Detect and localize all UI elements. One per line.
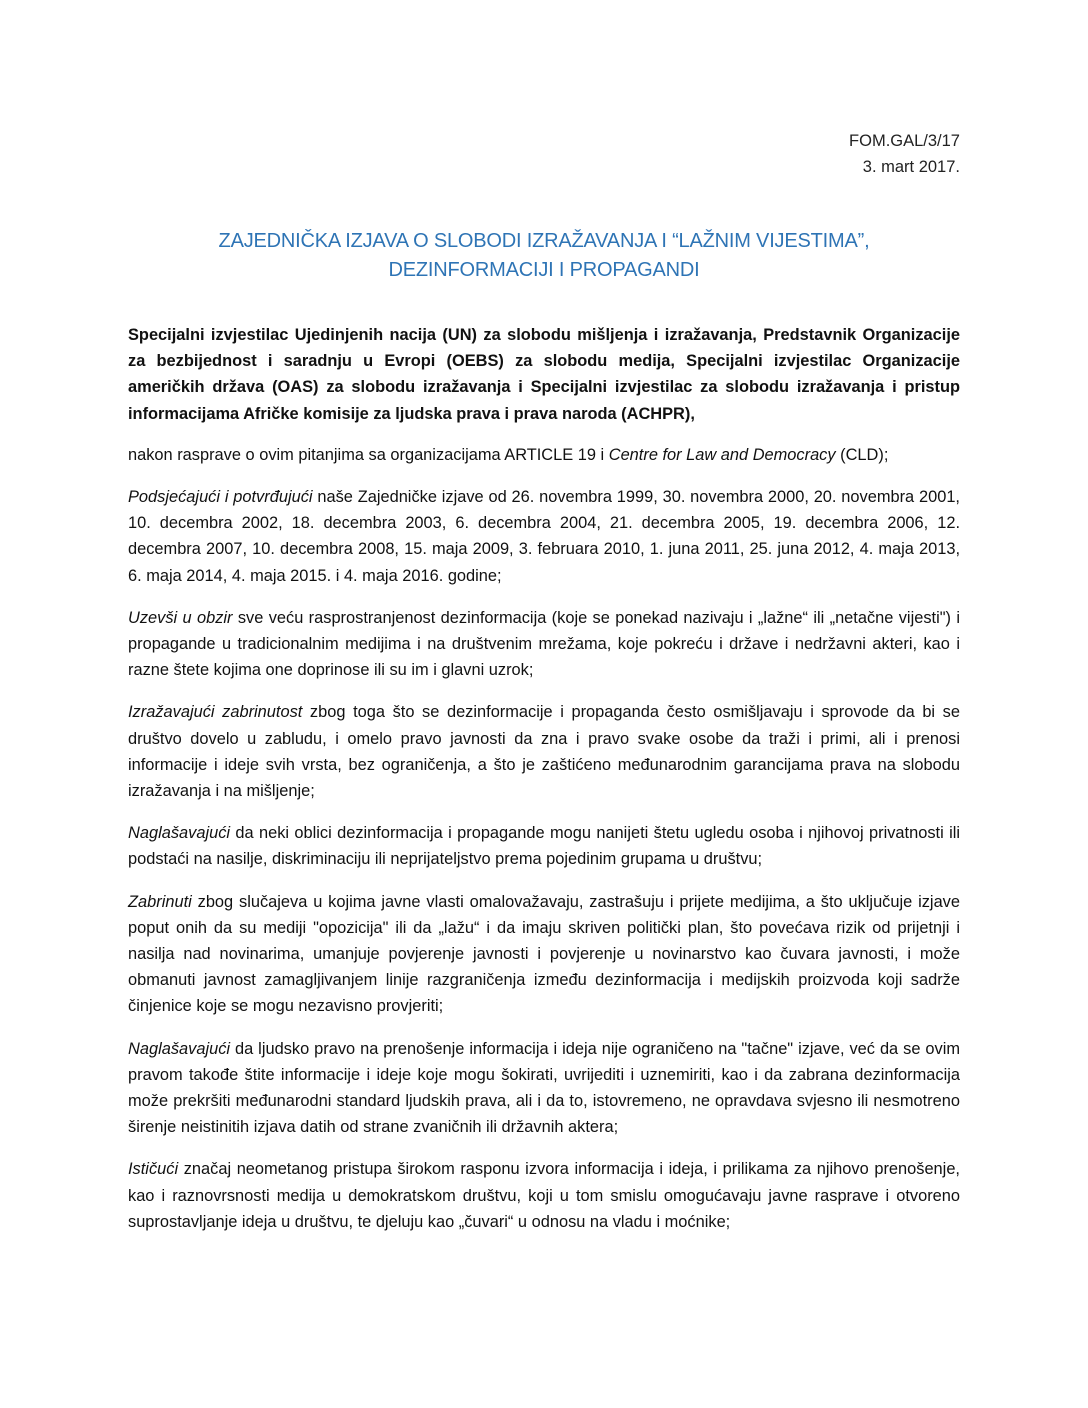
paragraph-highlighting-access xyxy=(128,1156,960,1235)
paragraph-text: da neki oblici dezinformacija i propagande mogu nanijeti štetu ugledu osoba i njihovoj privatnosti ili podstaći na nasilje, diskriminaciju ili neprijateljstvo prema pojedinim grupama u društvu; xyxy=(128,824,960,869)
paragraph-text: naše Zajedničke izjave od 26. novembra 1999, 30. novembra 2000, 20. novembra 2001, 10. decembra 2002, 18. decembra 2003, 6. decembra 2004, 21. decembra 2005, 19. decembra 2006, 12. decembra 2007, 10. decembra 2008, 15. maja 2009, 3. februara 2010, 1. juna 2011, 25. juna 2012, 4. maja 2013, 6. maja 2014, 4. maja 2015. i 4. maja 2016. godine; xyxy=(128,488,960,585)
paragraph-recalling xyxy=(128,484,960,589)
paragraph-text: nakon rasprave o ovim pitanjima sa organizacijama ARTICLE 19 i xyxy=(128,445,609,464)
document-reference-block xyxy=(849,128,960,180)
document-body xyxy=(128,322,960,1251)
paragraph-text: značaj neometanog pristupa širokom rasponu izvora informacija i ideja, i prilikama za njihovo prenošenje, kao i raznovrsnosti medija u demokratskom društvu, koji u tom smislu omogućavaju javne rasprave i otvoreno suprostavljanje ideja u društvu, te djeluju kao „čuvari“ u odnosu na vladu i moćnike; xyxy=(128,1160,960,1231)
document-title-line-2: DEZINFORMACIJI I PROPAGANDI xyxy=(388,259,700,281)
document-title xyxy=(128,227,960,285)
paragraph-emphasis: Naglašavajući xyxy=(128,1039,231,1058)
paragraph-emphasis: Izražavajući zabrinutost xyxy=(128,703,303,722)
paragraph-emphasis: Ističući xyxy=(128,1160,179,1179)
paragraph-text: sve veću rasprostranjenost dezinformacija (koje se ponekad nazivaju i „lažne“ ili „netačne vijesti") i propagande u tradicionalnim medijima i na društvenim mrežama, koje pokreću i države i nedržavni akteri, kao i razne štete kojima one doprinose ili su im i glavni uzrok; xyxy=(128,608,960,680)
paragraph-text: da ljudsko pravo na prenošenje informacija i ideja nije ograničeno na "tačne" izjave, već da se ovim pravom takođe štite informacije i ideje koje mogu šokirati, uvrijediti i uznemiriti, kao i da zabrana dezinformacija može prekršiti međunarodni standard ljudskih prava, ali i da to, istovremeno, ne opravdava svjesno ili nesmotreno širenje neistinitih izjava datih od strane zvaničnih ili državnih aktera; xyxy=(128,1039,960,1137)
paragraph-consultation xyxy=(128,442,960,468)
paragraph-text: zbog toga što se dezinformacije i propaganda često osmišljavaju i sprovode da bi se društvo dovelo u zabludu, i omelo pravo javnosti da zna i pravo svake osobe da traži i primi, ali i prenosi informacije i ideje svih vrsta, bez ograničenja, a što je zaštićeno međunarodnim garancijama prava na slobodu izražavanja i na mišljenje; xyxy=(128,703,960,801)
paragraph-emphasizing-harm xyxy=(128,820,960,872)
paragraph-taking-into-account xyxy=(128,605,960,684)
document-date: 3. mart 2017. xyxy=(862,158,960,176)
paragraph-emphasizing-rights xyxy=(128,1036,960,1141)
document-page xyxy=(128,0,960,1408)
paragraph-emphasis: Zabrinuti xyxy=(128,892,192,911)
paragraph-emphasis: Podsjećajući i potvrđujući xyxy=(128,488,313,507)
paragraph-text: (CLD); xyxy=(835,445,889,464)
preamble-signatories: Specijalni izvjestilac Ujedinjenih nacija (UN) za slobodu mišljenja i izražavanja, Predstavnik Organizacije za bezbijednost i saradnju u Evropi (OEBS) za slobodu medija, Specijalni izvjestilac Organizacije američkih država (OAS) za slobodu izražavanja i Specijalni izvjestilac za slobodu izražavanja i pristup informacijama Afričke komisije za ljudska prava i prava naroda (ACHPR), xyxy=(128,326,960,423)
paragraph-emphasis: Naglašavajući xyxy=(128,824,231,843)
paragraph-emphasis: Centre for Law and Democracy xyxy=(608,445,836,464)
paragraph-emphasis: Uzevši u obzir xyxy=(128,608,233,627)
document-reference-number: FOM.GAL/3/17 xyxy=(849,132,960,150)
paragraph-expressing-concern xyxy=(128,699,960,804)
paragraph-concerned xyxy=(128,889,960,1020)
document-title-line-1: ZAJEDNIČKA IZJAVA O SLOBODI IZRAŽAVANJA I “LAŽNIM VIJESTIMA”, xyxy=(218,230,870,252)
paragraph-text: zbog slučajeva u kojima javne vlasti omalovažavaju, zastrašuju i prijete medijima, a što uključuje izjave poput onih da su mediji "opozicija" ili da „lažu“ i da imaju skriven politički plan, što povećava rizik od prijetnji i nasilja nad novinarima, umanjuje povjerenje javnosti i povjerenje u novinarstvo kao čuvara javnosti, i može obmanuti javnost zamagljivanjem linije razgraničenja između dezinformacija i medijskih proizvoda koji sadrže činjenice koje se mogu nezavisno provjeriti; xyxy=(128,892,960,1016)
